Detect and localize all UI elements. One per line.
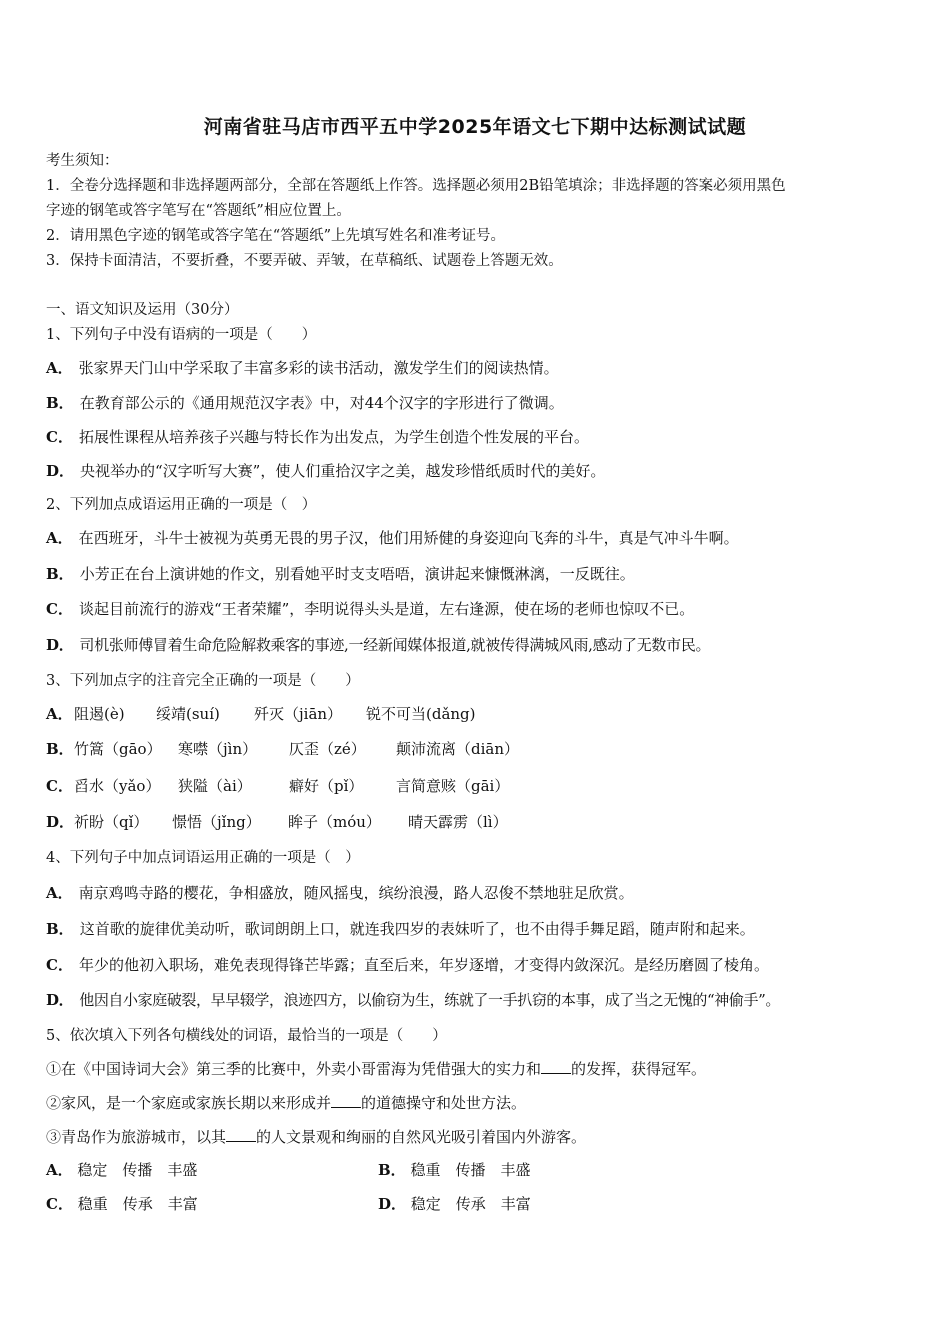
notice-heading: 考生须知：	[46, 153, 119, 169]
option-key: B．	[46, 565, 74, 583]
q5-sentence-2	[46, 1092, 910, 1114]
question-1-stem: 1、下列句子中没有语病的一项是（ ）	[46, 327, 317, 343]
option-key: C．	[46, 956, 73, 974]
option-item: 竹篙（gāo）	[74, 740, 162, 758]
option-text: 在教育部公示的《通用规范汉字表》中，对44个汉字的字形进行了微调。	[79, 394, 564, 412]
page-title: 河南省驻马店市西平五中学2025年语文七下期中达标测试试题	[203, 116, 747, 138]
option-text: 稳重 传播 丰盛	[410, 1161, 531, 1179]
q2-option-d	[46, 634, 910, 656]
option-key: A．	[46, 705, 73, 723]
option-text: 央视举办的“汉字听写大赛”，使人们重拾汉字之美，越发珍惜纸质时代的美好。	[80, 462, 606, 480]
q5-option-d	[378, 1193, 531, 1214]
notice-item: 3．保持卡面清洁，不要折叠，不要弄破、弄皱，在草稿纸、试题卷上答题无效。	[46, 253, 563, 269]
q2-option-c	[46, 598, 910, 620]
q4-option-a	[46, 882, 910, 904]
option-text: 稳定 传承 丰富	[410, 1195, 531, 1213]
question-3-stem: 3、下列加点字的注音完全正确的一项是（ ）	[46, 673, 360, 689]
sentence-text: ①在《中国诗词大会》第三季的比赛中，外卖小哥雷海为凭借强大的实力和	[46, 1060, 542, 1078]
option-key: B．	[46, 920, 74, 938]
q2-option-a	[46, 527, 910, 549]
q4-option-d	[46, 989, 910, 1011]
option-item: 寒噤（jìn）	[178, 740, 258, 758]
option-text: 稳重 传承 丰富	[77, 1195, 198, 1213]
option-key: C．	[46, 428, 73, 446]
option-item: 绥靖(suí)	[156, 705, 220, 723]
option-key: D．	[378, 1195, 407, 1213]
option-text: 他因自小家庭破裂，早早辍学，浪迹四方，以偷窃为生，练就了一手扒窃的本事，成了当之无愧的“神偷手”。	[79, 991, 780, 1009]
q5-options-row-1	[46, 1159, 910, 1181]
option-text: 谈起目前流行的游戏“王者荣耀”，李明说得头头是道，左右逢源，使在场的老师也惊叹不已。	[78, 600, 695, 618]
answer-blank	[541, 1059, 571, 1074]
q4-option-b	[46, 918, 910, 940]
q3-option-a	[46, 703, 910, 725]
q4-option-c	[46, 954, 910, 976]
q3-option-d	[46, 811, 910, 833]
q1-option-d	[46, 460, 910, 482]
option-item: 锐不可当(dǎng)	[366, 705, 476, 723]
q5-sentence-1	[46, 1058, 910, 1080]
option-item: 眸子（móu）	[288, 813, 381, 831]
option-key: A．	[46, 359, 73, 377]
q3-option-b	[46, 738, 910, 760]
question-2-stem: 2、下列加点成语运用正确的一项是（ ）	[46, 497, 317, 513]
q1-option-b	[46, 392, 910, 414]
q5-options-row-2	[46, 1193, 910, 1215]
q1-option-a	[46, 357, 910, 379]
q5-option-a	[46, 1159, 197, 1180]
q5-option-b	[378, 1159, 530, 1180]
section-heading: 一、语文知识及运用（30分）	[46, 302, 239, 318]
option-item: 阻遏(è)	[74, 705, 125, 723]
q1-option-c	[46, 426, 910, 448]
option-item: 狭隘（ài）	[178, 777, 252, 795]
option-item: 歼灭（jiān）	[254, 705, 343, 723]
option-text: 张家界天门山中学采取了丰富多彩的读书活动，激发学生们的阅读热情。	[78, 359, 559, 377]
option-item: 舀水（yǎo）	[74, 777, 161, 795]
option-key: D．	[46, 991, 74, 1009]
option-item: 祈盼（qǐ）	[74, 813, 149, 831]
option-key: C．	[46, 600, 73, 618]
option-key: C．	[46, 1195, 73, 1213]
option-key: D．	[46, 462, 75, 480]
option-text: 稳定 传播 丰盛	[77, 1161, 198, 1179]
notice-item: 字迹的钢笔或答字笔写在“答题纸”相应位置上。	[46, 203, 351, 219]
option-text: 年少的他初入职场，难免表现得锋芒毕露；直至后来，年岁逐增，才变得内敛深沉。是经历磨圆了棱角。	[78, 956, 769, 974]
option-key: A．	[46, 529, 73, 547]
option-text: 司机张师傅冒着生命危险解救乘客的事迹,一经新闻媒体报道,就被传得满城风雨,感动了无数市民。	[79, 636, 711, 654]
q3-option-c	[46, 775, 910, 797]
option-key: B．	[46, 740, 74, 758]
question-4-stem: 4、下列句子中加点词语运用正确的一项是（ ）	[46, 850, 360, 866]
notice-item: 1．全卷分选择题和非选择题两部分，全部在答题纸上作答。选择题必须用2B铅笔填涂；非选择题的答案必须用黑色	[46, 178, 786, 194]
option-item: 憬悟（jǐng）	[172, 813, 261, 831]
option-text: 南京鸡鸣寺路的樱花，争相盛放，随风摇曳，缤纷浪漫，路人忍俊不禁地驻足欣赏。	[78, 884, 634, 902]
sentence-text: ②家风，是一个家庭或家族长期以来形成并	[46, 1094, 332, 1112]
option-item: 言简意赅（gāi）	[396, 777, 510, 795]
q5-option-c	[46, 1193, 198, 1214]
option-key: C．	[46, 777, 73, 795]
question-5-stem: 5、依次填入下列各句横线处的词语，最恰当的一项是（ ）	[46, 1028, 447, 1044]
sentence-text: 的道德操守和处世方法。	[361, 1094, 527, 1112]
answer-blank	[331, 1093, 361, 1108]
answer-blank	[226, 1127, 256, 1142]
option-text: 小芳正在台上演讲她的作文，别看她平时支支唔唔，演讲起来慷慨淋漓，一反既往。	[79, 565, 635, 583]
notice-item: 2．请用黑色字迹的钢笔或答字笔在“答题纸”上先填写姓名和准考证号。	[46, 228, 506, 244]
option-text: 拓展性课程从培养孩子兴趣与特长作为出发点，为学生创造个性发展的平台。	[78, 428, 589, 446]
option-key: A．	[46, 1161, 73, 1179]
sentence-text: 的发挥，获得冠军。	[571, 1060, 707, 1078]
sentence-text: ③青岛作为旅游城市，以其	[46, 1128, 227, 1146]
option-text: 在西班牙，斗牛士被视为英勇无畏的男子汉，他们用矫健的身姿迎向飞奔的斗牛，真是气冲斗牛啊。	[78, 529, 739, 547]
option-text: 这首歌的旋律优美动听，歌词朗朗上口，就连我四岁的表妹听了，也不由得手舞足蹈，随声附和起来。	[79, 920, 755, 938]
option-item: 仄歪（zé）	[289, 740, 366, 758]
q2-option-b	[46, 563, 910, 585]
q5-sentence-3	[46, 1126, 910, 1148]
option-key: D．	[46, 813, 75, 831]
option-key: B．	[46, 394, 74, 412]
option-key: A．	[46, 884, 73, 902]
option-item: 晴天霹雳（lì）	[408, 813, 508, 831]
option-item: 颠沛流离（diān）	[396, 740, 520, 758]
option-item: 癖好（pǐ）	[289, 777, 364, 795]
sentence-text: 的人文景观和绚丽的自然风光吸引着国内外游客。	[256, 1128, 587, 1146]
option-key: B．	[378, 1161, 406, 1179]
option-key: D．	[46, 636, 74, 654]
